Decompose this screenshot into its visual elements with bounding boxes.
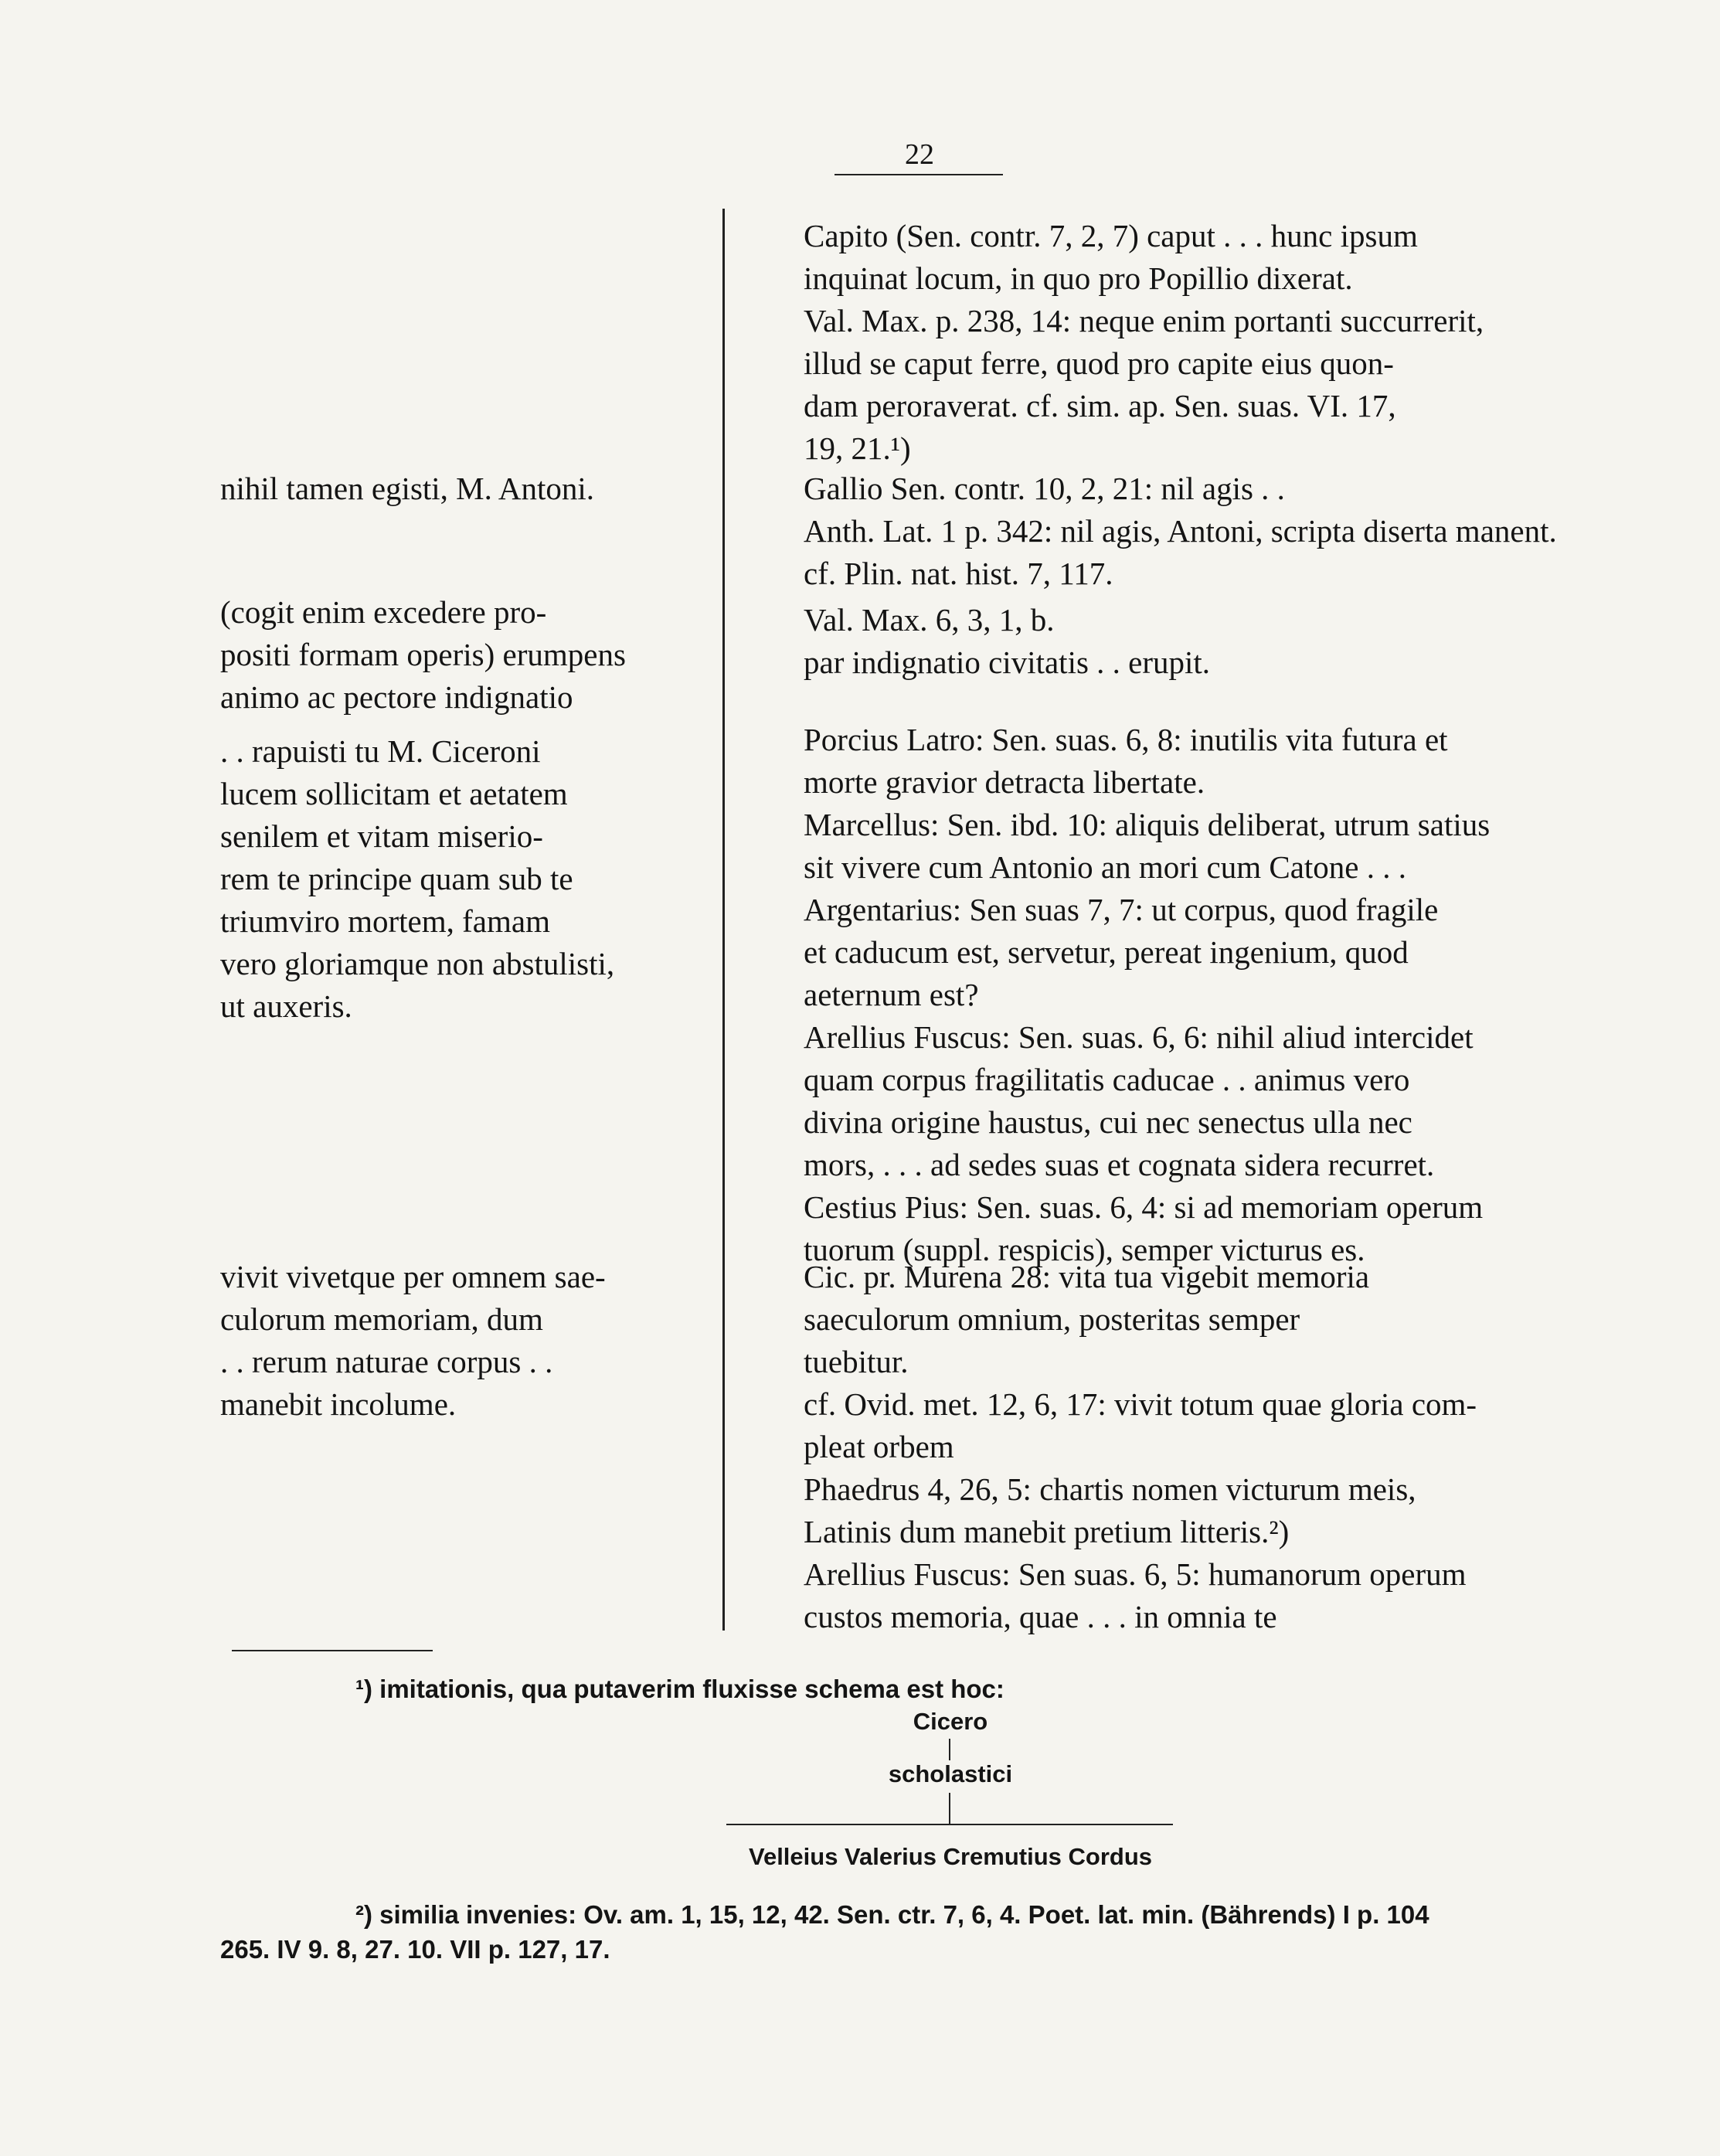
column-divider	[722, 209, 725, 1631]
text-line: triumviro mortem, famam	[220, 903, 550, 939]
text-line: Cestius Pius: Sen. suas. 6, 4: si ad memoriam operum	[804, 1189, 1484, 1225]
text-line: Anth. Lat. 1 p. 342: nil agis, Antoni, scripta diserta manent.	[804, 513, 1557, 549]
text-line: Porcius Latro: Sen. suas. 6, 8: inutilis vita futura et	[804, 722, 1448, 757]
text-line: Marcellus: Sen. ibd. 10: aliquis deliberat, utrum satius	[804, 807, 1491, 842]
text-line: aeternum est?	[804, 977, 979, 1012]
left-passage	[220, 591, 684, 719]
text-line: manebit incolume.	[220, 1386, 457, 1422]
text-line: par indignatio civitatis . . erupit.	[804, 644, 1211, 680]
text-line: illud se caput ferre, quod pro capite eius quon-	[804, 345, 1394, 381]
text-line: nihil tamen egisti, M. Antoni.	[220, 471, 595, 506]
text-line: cf. Plin. nat. hist. 7, 117.	[804, 556, 1113, 591]
text-line: Gallio Sen. contr. 10, 2, 21: nil agis . .	[804, 471, 1285, 506]
right-passage	[804, 1256, 1646, 1638]
right-passage	[804, 468, 1646, 595]
text-line: ut auxeris.	[220, 988, 352, 1024]
footnote-1: ¹) imitationis, qua putaverim fluxisse schema est hoc:	[355, 1675, 1004, 1703]
text-line: Argentarius: Sen suas 7, 7: ut corpus, quod fragile	[804, 892, 1439, 927]
text-line: Cic. pr. Murena 28: vita tua vigebit memoria	[804, 1259, 1370, 1294]
text-line: Phaedrus 4, 26, 5: chartis nomen victurum meis,	[804, 1471, 1416, 1507]
text-line: . . rapuisti tu M. Ciceroni	[220, 733, 541, 769]
stemma-bottom: Velleius Valerius Cremutius Cordus	[748, 1843, 1153, 1870]
text-line: saeculorum omnium, posteritas semper	[804, 1301, 1300, 1337]
text-line: (cogit enim excedere pro-	[220, 594, 547, 630]
text-line: Capito (Sen. contr. 7, 2, 7) caput . . . hunc ipsum	[804, 218, 1418, 253]
text-line: sit vivere cum Antonio an mori cum Catone . . .	[804, 849, 1407, 885]
text-line: quam corpus fragilitatis caducae . . animus vero	[804, 1062, 1410, 1097]
stemma-connector	[949, 1793, 950, 1824]
text-line: tuebitur.	[804, 1344, 909, 1379]
text-line: Arellius Fuscus: Sen suas. 6, 5: humanorum operum	[804, 1556, 1467, 1592]
footnote-2-line-1: ²) similia invenies: Ov. am. 1, 15, 12, 42. Sen. ctr. 7, 6, 4. Poet. lat. min. (Bährends) I p. 104	[355, 1900, 1429, 1929]
stemma-connector	[949, 1739, 950, 1760]
text-line: . . rerum naturae corpus . .	[220, 1344, 553, 1379]
text-line: Latinis dum manebit pretium litteris.²)	[804, 1514, 1290, 1549]
stemma-middle: scholastici	[888, 1760, 1013, 1787]
text-line: tuorum (suppl. respicis), semper victurus es.	[804, 1232, 1365, 1267]
stemma-top: Cicero	[913, 1708, 988, 1735]
left-passage	[220, 730, 684, 1028]
text-line: vero gloriamque non abstulisti,	[220, 946, 615, 981]
left-passage	[220, 1256, 684, 1426]
right-passage	[804, 719, 1646, 1271]
page-number-rule	[835, 174, 1003, 175]
text-line: positi formam operis) erumpens	[220, 637, 626, 672]
text-line: et caducum est, servetur, pereat ingenium, quod	[804, 934, 1409, 970]
text-line: pleat orbem	[804, 1429, 954, 1464]
text-line: animo ac pectore indignatio	[220, 679, 573, 715]
text-line: cf. Ovid. met. 12, 6, 17: vivit totum quae gloria com-	[804, 1386, 1477, 1422]
text-line: Val. Max. 6, 3, 1, b.	[804, 602, 1055, 638]
text-line: Arellius Fuscus: Sen. suas. 6, 6: nihil aliud intercidet	[804, 1019, 1474, 1055]
text-line: dam peroraverat. cf. sim. ap. Sen. suas. VI. 17,	[804, 388, 1396, 423]
text-line: inquinat locum, in quo pro Popillio dixerat.	[804, 260, 1353, 296]
text-line: Val. Max. p. 238, 14: neque enim portanti succurrerit,	[804, 303, 1484, 338]
text-line: divina origine haustus, cui nec senectus ulla nec	[804, 1104, 1412, 1140]
text-line: mors, . . . ad sedes suas et cognata sidera recurret.	[804, 1147, 1435, 1182]
text-line: vivit vivetque per omnem sae-	[220, 1259, 606, 1294]
text-line: lucem sollicitam et aetatem	[220, 776, 568, 811]
right-passage	[804, 599, 1646, 684]
text-line: culorum memoriam, dum	[220, 1301, 543, 1337]
text-line: morte gravior detracta libertate.	[804, 764, 1205, 800]
left-passage	[220, 468, 684, 510]
right-passage	[804, 215, 1646, 470]
text-line: custos memoria, quae . . . in omnia te	[804, 1599, 1277, 1634]
text-line: rem te principe quam sub te	[220, 861, 573, 896]
text-line: 19, 21.¹)	[804, 430, 911, 466]
stemma-branch	[726, 1824, 1173, 1825]
footnote-2-line-2: 265. IV 9. 8, 27. 10. VII p. 127, 17.	[220, 1935, 610, 1964]
footnote-rule	[232, 1650, 433, 1651]
text-line: senilem et vitam miserio-	[220, 818, 543, 854]
page-number: 22	[905, 138, 934, 171]
